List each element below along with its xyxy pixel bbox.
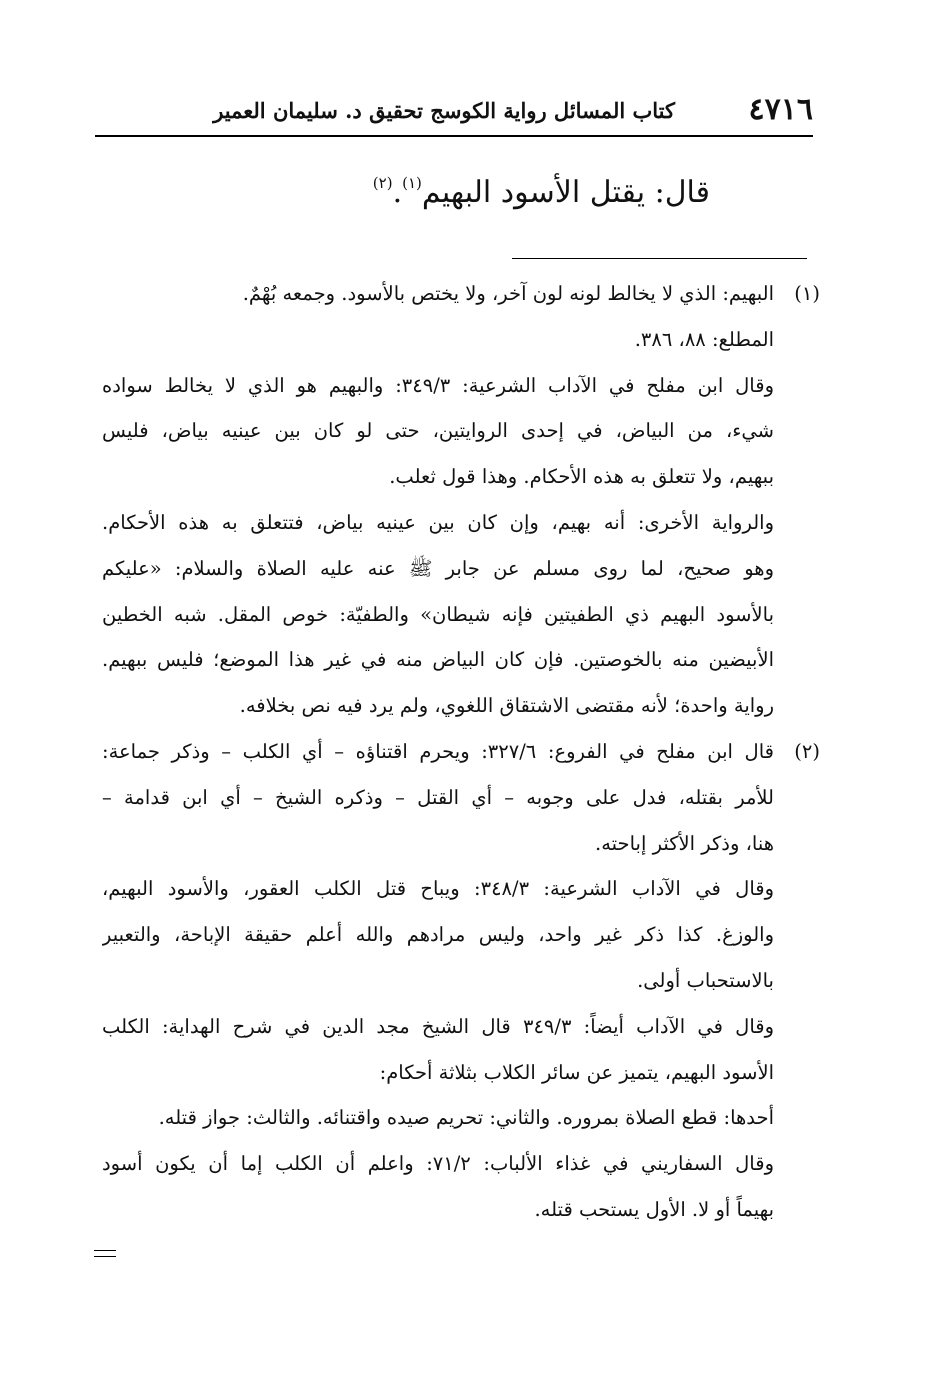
footnote-line: هنا، وذكر الأكثر إباحته. [595, 831, 774, 855]
footnote-line: بالاستحباب أولى. [637, 968, 774, 992]
header-rule [95, 135, 813, 137]
footnote-line: وقال ابن مفلح في الآداب الشرعية: ٣٤٩/٣: والبهيم هو الذي لا يخالط سواده [102, 373, 774, 397]
footnote-separator [512, 258, 807, 259]
footnote-line: المطلع: ٨٨، ٣٨٦. [634, 327, 774, 351]
footnote-ref-1: (١) [402, 174, 422, 192]
main-sentence: قال: يقتل الأسود البهيم [421, 175, 710, 210]
footnote-line: ببهيم، ولا تتعلق به هذه الأحكام. وهذا قول ثعلب. [389, 465, 774, 489]
footnote-number-1: (١) [794, 282, 820, 305]
page-number: ٤٧١٦ [748, 92, 813, 127]
footnotes [102, 271, 820, 1233]
footnote-line: وقال السفاريني في غذاء الألباب: ٧١/٢: واعلم أن الكلب إما أن يكون أسود [102, 1152, 774, 1176]
footnote-line: بالأسود البهيم ذي الطفيتين فإنه شيطان» والطفيّة: خوص المقل. شبه الخطين [102, 602, 774, 626]
footnote-ref-2: (٢) [372, 174, 393, 192]
footnote-number-2: (٢) [794, 739, 820, 763]
footnote-line: (١)البهيم: الذي لا يخالط لونه لون آخر، ولا يختص بالأسود. وجمعه بُهْمٌ. [102, 271, 820, 317]
footnote-line: الأبيضين منه بالخوصتين. فإن كان البياض منه في غير هذا الموضع؛ فليس ببهيم. [102, 648, 774, 672]
footnote-line: أحدها: قطع الصلاة بمروره. والثاني: تحريم صيده واقتنائه. والثالث: جواز قتله. [158, 1106, 774, 1130]
footnote-line: وقال في الآداب أيضاً: ٣٤٩/٣ قال الشيخ مجد الدين في شرح الهداية: الكلب [102, 1014, 775, 1038]
footnote-line: (٢)قال ابن مفلح في الفروع: ٣٢٧/٦: ويحرم اقتناؤه – أي الكلب – وذكر جماعة: [102, 729, 820, 775]
page-header [95, 88, 813, 134]
continuation-mark [94, 1250, 116, 1260]
footnote-line: وقال في الآداب الشرعية: ٣٤٨/٣: ويباح قتل الكلب العقور، والأسود البهيم، [102, 877, 775, 901]
footnote-line: رواية واحدة؛ لأنه مقتضى الاشتقاق اللغوي، ولم يرد فيه نص بخلافه. [239, 694, 774, 718]
footnote-line: وهو صحيح، لما روى مسلم عن جابر ﷺ عنه عليه الصلاة والسلام: «عليكم [102, 556, 774, 580]
footnote-line: الأسود البهيم، يتميز عن سائر الكلاب بثلاثة أحكام: [379, 1060, 774, 1084]
footnote-line: للأمر بقتله، فدل على وجوبه – أي القتل – وذكره الشيخ – أي ابن قدامة – [102, 785, 774, 809]
running-title: كتاب المسائل رواية الكوسج تحقيق د. سليمان العمير [213, 98, 675, 123]
main-text [373, 174, 710, 210]
footnote-line: بهيماً أو لا. الأول يستحب قتله. [534, 1197, 774, 1221]
footnote-line: والرواية الأخرى: أنه بهيم، وإن كان بين عينيه بياض، فتتعلق به هذه الأحكام. [102, 510, 774, 534]
footnote-line: والوزغ. كذا ذكر غير واحد، وليس مرادهم والله أعلم حقيقة الإباحة، والتعبير [102, 923, 774, 947]
main-period: . [392, 175, 403, 210]
footnote-line: شيء، من البياض، في إحدى الروايتين، حتى لو كان بين عينيه بياض، فليس [102, 419, 774, 443]
